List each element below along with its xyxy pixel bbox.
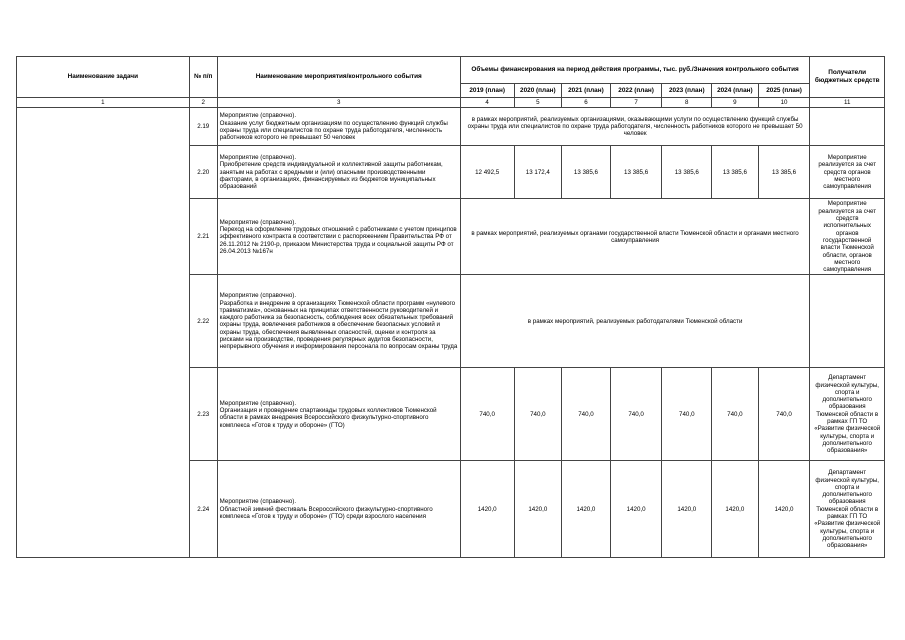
column-number: 2 bbox=[189, 98, 217, 108]
program-table bbox=[16, 56, 885, 558]
funding-value: 740,0 bbox=[758, 368, 810, 461]
funding-value: 740,0 bbox=[712, 368, 759, 461]
funding-value: 13 385,6 bbox=[712, 146, 759, 199]
header-funding: Объемы финансирования на период действия программы, тыс. руб./Значения контрольного события bbox=[460, 57, 810, 84]
row-number: 2.24 bbox=[189, 461, 217, 558]
row-number: 2.20 bbox=[189, 146, 217, 199]
header-year: 2021 (план) bbox=[562, 84, 611, 98]
column-number: 9 bbox=[712, 98, 759, 108]
header-year: 2019 (план) bbox=[460, 84, 514, 98]
table-row bbox=[17, 108, 885, 146]
recipient: Мероприятие реализуется за счет средств органов местного самоуправления bbox=[810, 146, 885, 199]
column-numbers-row bbox=[17, 98, 885, 108]
event-name: Мероприятие (справочно). Оказание услуг бюджетным организациям по осуществлению функций службы охраны труда или специалистов по охране труда работодателя, численность работников которого не превышает 50 человек bbox=[217, 108, 460, 146]
funding-value: 740,0 bbox=[610, 368, 662, 461]
event-name: Мероприятие (справочно). Переход на оформление трудовых отношений с работниками с учетом принципов эффективного контракта в соответствии с распоряжением Правительства РФ от 26.11.2012 № 2190-р, приказом Министерства труда и социальной защиты РФ от 26.04.2013 №167н bbox=[217, 199, 460, 275]
funding-value: 12 492,5 bbox=[460, 146, 514, 199]
recipient: Департамент физической культуры, спорта и дополнительного образования Тюменской области в рамках ГП ТО «Развитие физической культуры, спорта и дополнительного образования» bbox=[810, 368, 885, 461]
event-name: Мероприятие (справочно). Областной зимний фестиваль Всероссийского физкультурно-спортивного комплекса «Готов к труду и обороне» (ГТО) среди взрослого населения bbox=[217, 461, 460, 558]
funding-note: в рамках мероприятий, реализуемых органами государственной власти Тюменской области и органами местного самоуправления bbox=[460, 199, 810, 275]
header-task: Наименование задачи bbox=[17, 57, 190, 98]
column-number: 4 bbox=[460, 98, 514, 108]
row-number: 2.21 bbox=[189, 199, 217, 275]
event-name: Мероприятие (справочно). Приобретение средств индивидуальной и коллективной защиты работникам, занятым на работах с вредными и (или) опасными производственными факторами, в организациях, финансируемых из бюджетов муниципальных образований bbox=[217, 146, 460, 199]
funding-note: в рамках мероприятий, реализуемых работодателями Тюменской области bbox=[460, 275, 810, 368]
task-cell bbox=[17, 108, 190, 558]
funding-value: 13 385,6 bbox=[758, 146, 810, 199]
column-number: 3 bbox=[217, 98, 460, 108]
recipient bbox=[810, 108, 885, 146]
funding-value: 740,0 bbox=[662, 368, 712, 461]
funding-value: 1420,0 bbox=[514, 461, 562, 558]
funding-value: 1420,0 bbox=[662, 461, 712, 558]
header-year: 2025 (план) bbox=[758, 84, 810, 98]
header-year: 2022 (план) bbox=[610, 84, 662, 98]
event-name: Мероприятие (справочно). Организация и проведение спартакиады трудовых коллективов Тюменской области в рамках внедрения Всероссийского физкультурно-спортивного комплекса «Готов к труду и обороне» (ГТО) bbox=[217, 368, 460, 461]
column-number: 7 bbox=[610, 98, 662, 108]
column-number: 5 bbox=[514, 98, 562, 108]
funding-value: 13 172,4 bbox=[514, 146, 562, 199]
funding-value: 13 385,6 bbox=[610, 146, 662, 199]
funding-value: 13 385,6 bbox=[562, 146, 611, 199]
funding-value: 1420,0 bbox=[712, 461, 759, 558]
column-number: 8 bbox=[662, 98, 712, 108]
event-name: Мероприятие (справочно). Разработка и внедрение в организациях Тюменской области программ «нулевого травматизма», основанных на принципах ответственности руководителей и каждого работника за безопасность, соблюдения всех обязательных требований охраны труда, вовлечения работников в обеспечение безопасных условий и охраны труда, обеспечения выявленных опасностей, оценки и контроля за рисками на производстве, проведения регулярных аудитов безопасности, непрерывного обучения и информирования персонала по вопросам охраны труда bbox=[217, 275, 460, 368]
row-number: 2.23 bbox=[189, 368, 217, 461]
row-number: 2.19 bbox=[189, 108, 217, 146]
funding-value: 740,0 bbox=[514, 368, 562, 461]
recipient: Мероприятие реализуется за счет средств исполнительных органов государственной власти Тюменской области, органов местного самоуправления bbox=[810, 199, 885, 275]
column-number: 6 bbox=[562, 98, 611, 108]
column-number: 10 bbox=[758, 98, 810, 108]
header-year: 2024 (план) bbox=[712, 84, 759, 98]
header-year: 2023 (план) bbox=[662, 84, 712, 98]
funding-note: в рамках мероприятий, реализуемых организациями, оказывающими услуги по осуществлению функций службы охраны труда или специалистов по охране труда работодателя, численность работников которого не превышает 50 человек bbox=[460, 108, 810, 146]
row-number: 2.22 bbox=[189, 275, 217, 368]
column-number: 11 bbox=[810, 98, 885, 108]
header-event: Наименование мероприятия/контрольного события bbox=[217, 57, 460, 98]
funding-value: 1420,0 bbox=[562, 461, 611, 558]
funding-value: 1420,0 bbox=[460, 461, 514, 558]
funding-value: 1420,0 bbox=[610, 461, 662, 558]
header-year: 2020 (план) bbox=[514, 84, 562, 98]
funding-value: 740,0 bbox=[562, 368, 611, 461]
recipient: Департамент физической культуры, спорта и дополнительного образования Тюменской области в рамках ГП ТО «Развитие физической культуры, спорта и дополнительного образования» bbox=[810, 461, 885, 558]
funding-value: 740,0 bbox=[460, 368, 514, 461]
funding-value: 1420,0 bbox=[758, 461, 810, 558]
header-recipients: Получатели бюджетных средств bbox=[810, 57, 885, 98]
recipient bbox=[810, 275, 885, 368]
header-num: № п/п bbox=[189, 57, 217, 98]
column-number: 1 bbox=[17, 98, 190, 108]
funding-value: 13 385,6 bbox=[662, 146, 712, 199]
